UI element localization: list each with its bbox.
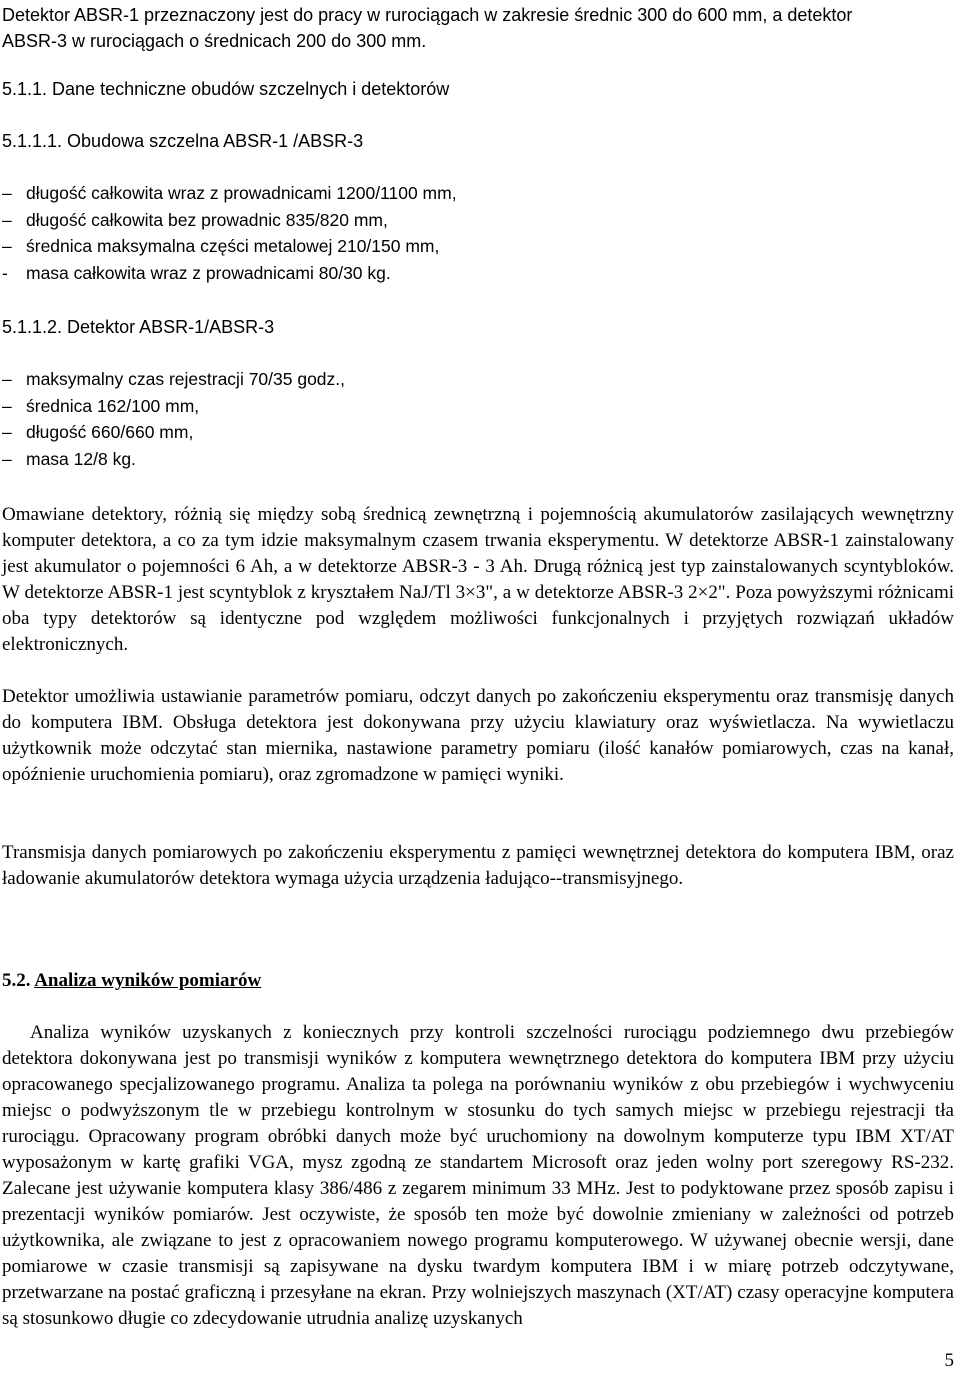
- list-item: [2, 180, 954, 207]
- list-item: [2, 260, 954, 287]
- section-5-2-body: [2, 1020, 954, 1332]
- intro-line-2: ABSR-3 w rurociągach o średnicach 200 do 300 mm.: [2, 31, 427, 51]
- section-5-1-1-2-heading: [2, 314, 954, 340]
- list-item-text: maksymalny czas rejestracji 70/35 godz.,: [26, 369, 346, 389]
- list-item: [2, 207, 954, 234]
- list-item: [2, 419, 954, 446]
- list-item: [2, 446, 954, 473]
- section-5-2-number: 5.2.: [2, 970, 31, 991]
- section-5-1-1-1-heading: [2, 128, 954, 154]
- dash-bullet: –: [2, 448, 12, 469]
- list-item: [2, 393, 954, 420]
- paragraph-detector-differences: [2, 502, 954, 658]
- list-item-text: długość 660/660 mm,: [26, 422, 194, 442]
- section-5-1-1-1-title: 5.1.1.1. Obudowa szczelna ABSR-1 /ABSR-3: [2, 131, 364, 151]
- detector-specs-list: [2, 366, 954, 472]
- paragraph-data-transmission: [2, 840, 954, 892]
- dash-bullet: –: [2, 422, 12, 442]
- intro-line-1: Detektor ABSR-1 przeznaczony jest do pracy w rurociągach w zakresie średnic 300 do 600 mm, a detektor: [2, 5, 853, 25]
- section-5-2-title-text: Analiza wyników pomiarów: [34, 970, 262, 991]
- body-paragraph: Omawiane detektory, różnią się między sobą średnicą zewnętrzną i pojemnością akumulatorów zasilających wewnętrzny komputer detektora, a co za tym idzie maksymalnym czasem trwania eksperymentu. W detektorze ABSR-1 zainstalowany jest akumulator o pojemności 6 Ah, a w detektorze ABSR-3 - 3 Ah. Drugą różnicą jest typ zainstalowanych scyntybloków. W detektorze ABSR-1 jest scyntyblok z kryształem NaJ/Tl 3×3", a w detektorze ABSR-3 2×2". Poza powyższymi różnicami oba typy detektorów są identyczne pod względem możliwości funkcjonalnych i przyjętych rozwiązań układów elektronicznych.: [2, 504, 954, 655]
- body-paragraph: Transmisja danych pomiarowych po zakończeniu eksperymentu z pamięci wewnętrznej detektora do komputera IBM, oraz ładowanie akumulatorów detektora wymaga użycia urządzenia ładująco--transmisyjnego.: [2, 842, 954, 889]
- section-5-1-1-title: 5.1.1. Dane techniczne obudów szczelnych i detektorów: [2, 79, 450, 99]
- body-paragraph: Detektor umożliwia ustawianie parametrów pomiaru, odczyt danych po zakończeniu eksperymentu oraz transmisję danych do komputera IBM. Obsługa detektora jest dokonywana przy użyciu klawiatury oraz wyświetlacza. Na wywietlaczu użytkownik może odczytać stan miernika, nastawione parametry pomiaru (ilość kanałów pomiarowych, czas na kanał, opóźnienie uruchomienia pomiaru), oraz zgromadzone w pamięci wyniki.: [2, 686, 954, 785]
- section-5-2-title: [2, 968, 954, 994]
- intro-paragraph: [2, 2, 954, 54]
- list-item-text: masa całkowita wraz z prowadnicami 80/30 kg.: [26, 262, 391, 283]
- dash-bullet: –: [2, 209, 12, 230]
- list-item-text: długość całkowita bez prowadnic 835/820 mm,: [26, 209, 388, 230]
- list-item: [2, 233, 954, 260]
- body-paragraph: Analiza wyników uzyskanych z koniecznych przy kontroli szczelności rurociągu podziemnego dwu przebiegów detektora dokonywana jest po transmisji wyników z komputera wewnętrznego detektora do komputera IBM przy użyciu opracowanego specjalizowanego programu. Analiza ta polega na porównaniu wyników z obu przebiegów i wychwyceniu miejsc o podwyższonym tle w przebiegu kontrolnym w stosunku do tych samych miejsc w przebiegu rejestracji tła rurociągu. Opracowany program obróbki danych może być uruchomiony na dowolnym komputerze typu IBM XT/AT wyposażonym w kartę grafiki VGA, mysz zgodną ze standartem Microsoft oraz jeden wolny port szeregowy RS-232. Zalecane jest używanie komputera klasy 386/486 z zegarem minimum 33 MHz. Jest to podyktowane przez sposób zapisu i prezentacji wyników pomiarów. Jest oczywiste, że sposób ten może być dowolnie zmieniany w zależności od potrzeb użytkownika, ale związane to jest z opracowaniem nowego programu komputerowego. W używanej obecnie wersji, dane pomiarowe w czasie transmisji są zapisywane na dysku twardym komputera IBM i w miarę potrzeb odczytywane, przetwarzane na postać graficzną i przesyłane na ekran. Przy wolniejszych maszynach (XT/AT) czasy operacyjne komputera są stosunkowo długie co zdecydowanie utrudnia analizę uzyskanych: [2, 1022, 954, 1329]
- dash-bullet: –: [2, 369, 12, 389]
- paragraph-detector-functions: [2, 684, 954, 788]
- list-item-text: masa 12/8 kg.: [26, 448, 136, 469]
- list-item: [2, 366, 954, 393]
- page-number: 5: [944, 1350, 954, 1371]
- list-item-text: średnica maksymalna części metalowej 210/150 mm,: [26, 236, 440, 256]
- section-5-2-heading: [2, 968, 954, 994]
- section-5-1-1-heading: [2, 76, 954, 102]
- dash-bullet: –: [2, 395, 12, 416]
- list-item-text: długość całkowita wraz z prowadnicami 1200/1100 mm,: [26, 183, 457, 203]
- section-5-1-1-2-title: 5.1.1.2. Detektor ABSR-1/ABSR-3: [2, 317, 275, 337]
- dash-bullet: -: [2, 262, 8, 283]
- dash-bullet: –: [2, 236, 12, 256]
- list-item-text: średnica 162/100 mm,: [26, 395, 200, 416]
- housing-specs-list: [2, 180, 954, 286]
- dash-bullet: –: [2, 183, 12, 203]
